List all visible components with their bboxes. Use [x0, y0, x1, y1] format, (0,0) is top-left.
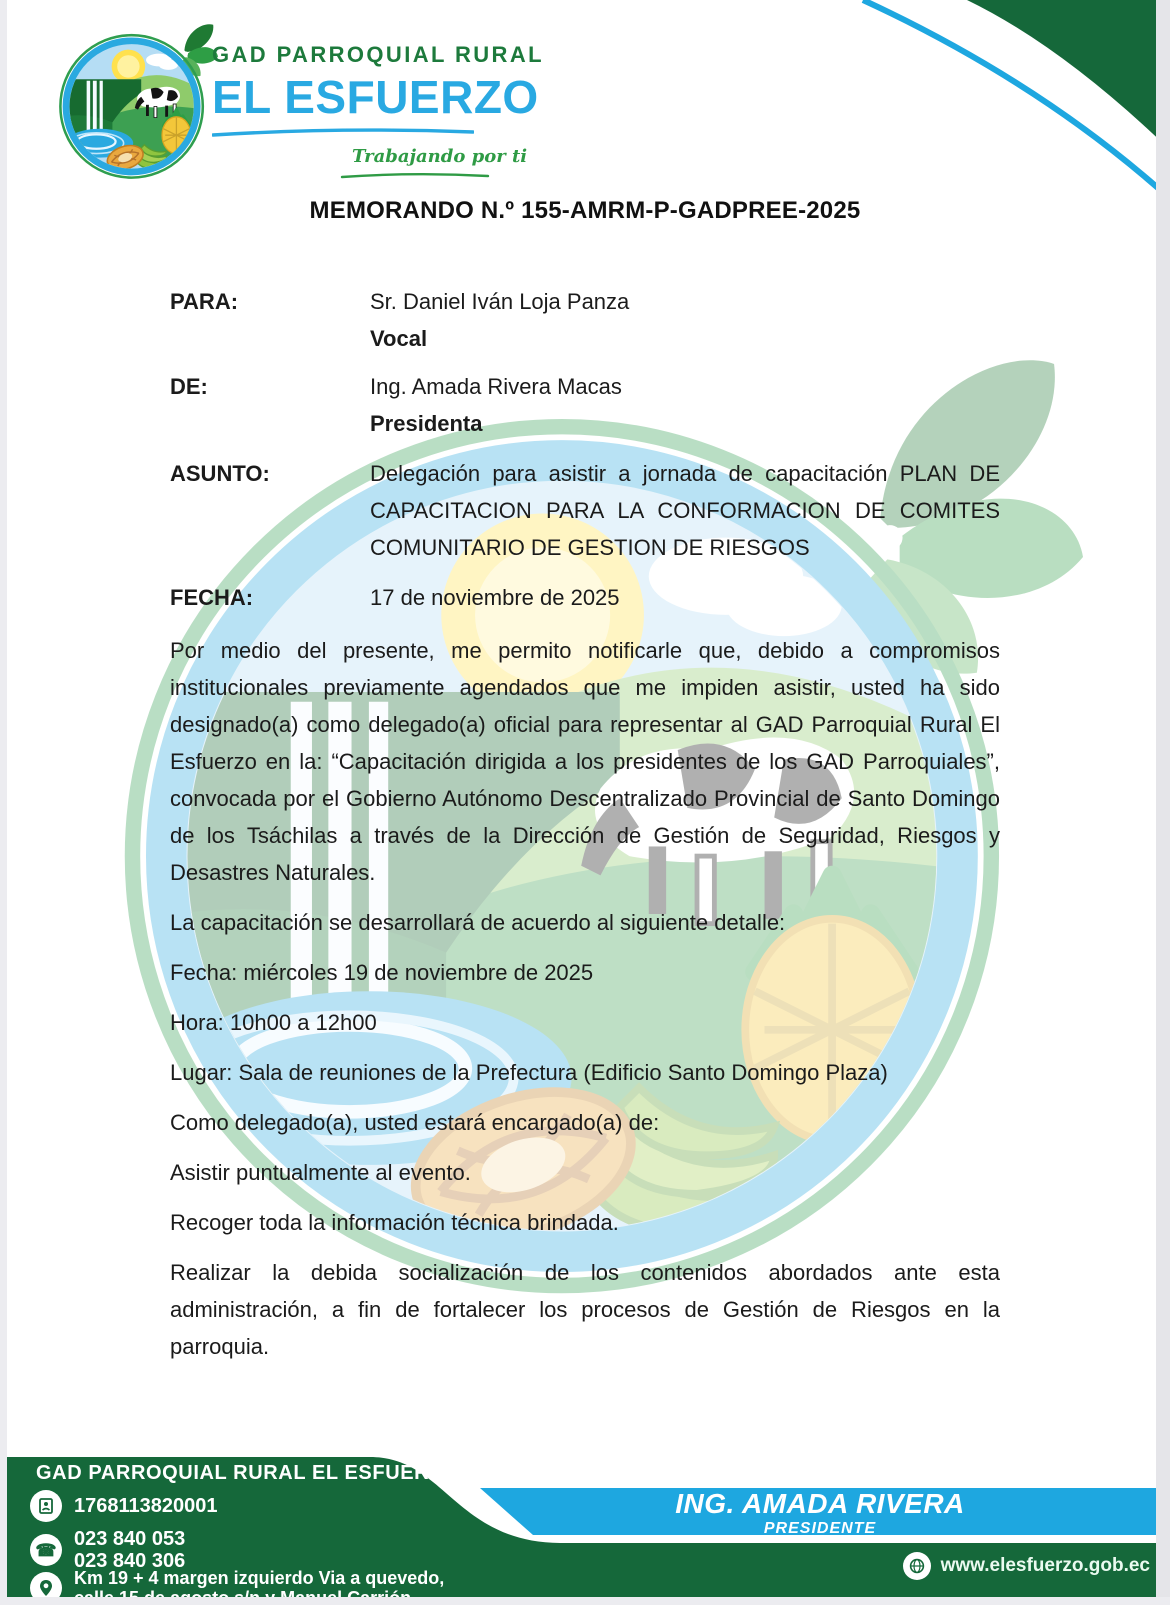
- field-fecha-value: 17 de noviembre de 2025: [370, 585, 620, 610]
- field-de-label: DE:: [170, 374, 208, 399]
- signer-role: PRESIDENTE: [763, 1520, 877, 1537]
- paragraph: La capacitación se desarrollará de acuerdo al siguiente detalle:: [170, 910, 786, 935]
- footer-address-line1: Km 19 + 4 margen izquierdo Via a quevedo,: [74, 1568, 445, 1588]
- field-para-label: PARA:: [170, 289, 239, 314]
- footer-phone-1: 023 840 053: [74, 1528, 186, 1550]
- scan-edge-left: [0, 0, 7, 1605]
- paragraph: Hora: 10h00 a 12h00: [170, 1010, 377, 1035]
- paragraph: Como delegado(a), usted estará encargado(a) de:: [170, 1110, 660, 1135]
- footer-ruc: 1768113820001: [74, 1494, 218, 1517]
- paragraph: Lugar: Sala de reuniones de la Prefectura (Edificio Santo Domingo Plaza): [170, 1060, 888, 1085]
- memo-body: [170, 283, 1000, 1378]
- logo-text-block: [212, 42, 544, 185]
- slogan-underline: [340, 172, 490, 180]
- footer-phone-2: 023 840 306: [74, 1550, 186, 1572]
- paragraph: Asistir puntualmente al evento.: [170, 1160, 471, 1185]
- scan-edge-bottom: [0, 1597, 1170, 1605]
- paragraph: Recoger toda la información técnica brindada.: [170, 1210, 619, 1235]
- field-de: [170, 368, 1000, 442]
- institution-logo: [58, 20, 218, 180]
- field-para: [170, 283, 1000, 357]
- paragraph: Fecha: miércoles 19 de noviembre de 2025: [170, 960, 594, 985]
- field-de-value: [370, 368, 1000, 442]
- field-para-value: [370, 283, 1000, 357]
- field-fecha: [170, 579, 1000, 616]
- sender-role: Presidenta: [370, 411, 483, 436]
- footer-website-row: [0, 1552, 1150, 1580]
- memo-title: MEMORANDO N.º 155-AMRM-P-GADPREE-2025: [309, 197, 861, 224]
- logo-slogan: Trabajando por ti: [352, 146, 528, 167]
- field-fecha-label: FECHA:: [170, 585, 254, 610]
- paragraph: Realizar la debida socialización de los contenidos abordados ante esta administración, a fin de fortalecer los procesos de Gestión de Riesgos en la parroquia.: [170, 1260, 1000, 1359]
- recipient-name: Sr. Daniel Iván Loja Panza: [370, 289, 630, 314]
- logo-org-name: EL ESFUERZO: [212, 71, 539, 123]
- logo-underline-swoosh: [212, 127, 474, 137]
- footer: [0, 1380, 1170, 1605]
- footer-org-name: GAD PARROQUIAL RURAL EL ESFUERZO: [36, 1462, 459, 1484]
- paragraph: Por medio del presente, me permito notificarle que, debido a compromisos institucionales previamente agendados que me impiden asistir, usted ha sido designado(a) como delegado(a) oficial para representar al GAD Parroquial Rural El Esfuerzo en la: “Capacitación dirigida a los presidentes de los GAD Parroquiales”, convocada por el Gobierno Autónomo Descentralizado Provincial de Santo Domingo de los Tsáchilas a través de la Dirección de Gestión de Seguridad, Riesgos y Desastres Naturales.: [170, 638, 1000, 885]
- field-asunto-value: Delegación para asistir a jornada de capacitación PLAN DE CAPACITACION PARA LA CONFORMACION DE COMITES COMUNITARIO DE GESTION DE RIESGOS: [370, 461, 1000, 560]
- ruc-id-icon: [30, 1490, 62, 1522]
- logo-org-type: GAD PARROQUIAL RURAL: [212, 42, 544, 67]
- field-asunto: [170, 455, 1000, 566]
- sender-name: Ing. Amada Rivera Macas: [370, 374, 622, 399]
- footer-ruc-row: [30, 1490, 218, 1522]
- signer-name: ING. AMADA RIVERA: [675, 1488, 965, 1519]
- recipient-role: Vocal: [370, 326, 428, 351]
- footer-website: www.elesfuerzo.gob.ec: [940, 1555, 1150, 1576]
- globe-icon: [903, 1552, 931, 1580]
- field-asunto-label: ASUNTO:: [170, 461, 270, 486]
- phone-icon: ☎: [30, 1534, 62, 1566]
- scan-edge-right: [1156, 0, 1170, 1605]
